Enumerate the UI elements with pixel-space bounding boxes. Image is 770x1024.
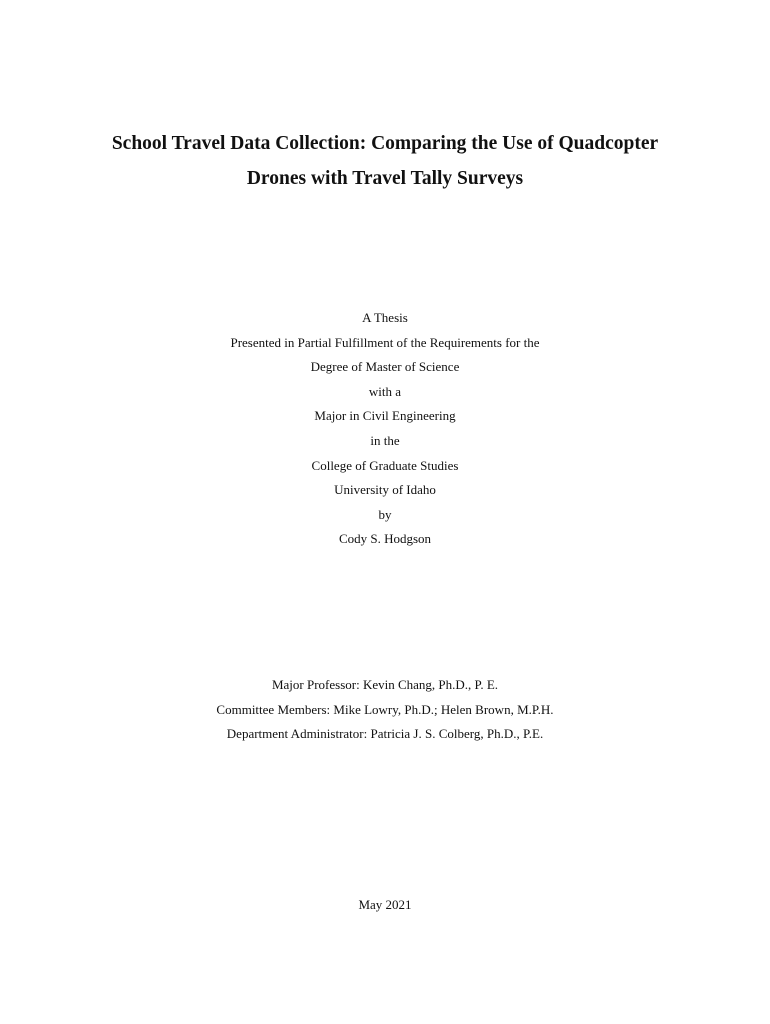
connector-with-a: with a bbox=[368, 383, 402, 399]
title-line-2: Drones with Travel Tally Surveys bbox=[246, 168, 524, 189]
committee-members: Committee Members: Mike Lowry, Ph.D.; Helen Brown, M.P.H. bbox=[216, 701, 554, 717]
fulfillment-statement: Presented in Partial Fulfillment of the Requirements for the bbox=[230, 334, 540, 350]
thesis-statement bbox=[0, 306, 770, 552]
college-name: College of Graduate Studies bbox=[311, 457, 459, 473]
major-professor: Major Professor: Kevin Chang, Ph.D., P. E. bbox=[271, 677, 499, 692]
author-name: Cody S. Hodgson bbox=[338, 531, 432, 547]
department-administrator: Department Administrator: Patricia J. S. Colberg, Ph.D., P.E. bbox=[226, 726, 544, 742]
major-name: Major in Civil Engineering bbox=[314, 408, 456, 424]
degree-name: Degree of Master of Science bbox=[310, 359, 460, 375]
thesis-label: A Thesis bbox=[362, 310, 408, 325]
connector-by: by bbox=[378, 506, 392, 522]
title-line-1: School Travel Data Collection: Comparing the Use of Quadcopter bbox=[111, 133, 659, 154]
thesis-title bbox=[0, 126, 770, 196]
connector-in-the: in the bbox=[370, 432, 400, 448]
committee-list bbox=[0, 673, 770, 747]
submission-date: May 2021 bbox=[358, 897, 412, 912]
university-name: University of Idaho bbox=[334, 482, 436, 498]
